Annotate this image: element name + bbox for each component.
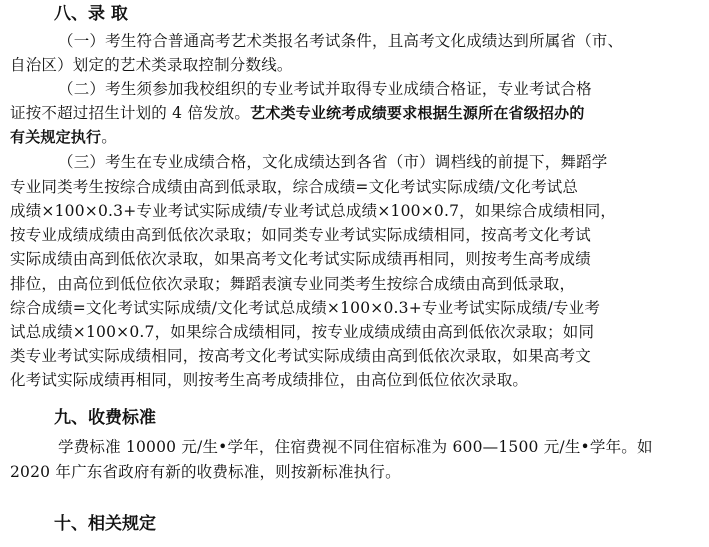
paragraph-2-bold-text: 艺术类专业统考成绩要求根据生源所在省级招办的 <box>250 104 585 122</box>
paragraph-3-line-3: 成绩×100×0.3+专业考试实际成绩/专业考试总成绩×100×0.7，如果综合成绩相同， <box>10 202 617 220</box>
section-heading-regulations: 十、相关规定 <box>54 514 156 534</box>
paragraph-3-line-8: 试总成绩×100×0.7，如果综合成绩相同，按专业成绩成绩由高到低依次录取；如同 <box>10 323 595 341</box>
fees-line-2: 2020 年广东省政府有新的收费标准，则按新标准执行。 <box>10 463 401 481</box>
paragraph-2-line-3-end: 。 <box>101 128 117 146</box>
paragraph-2-line-2-normal: 证按不超过招生计划的 4 倍发放。 <box>10 104 251 122</box>
paragraph-1-line-1: （一）考生符合普通高考艺术类报名考试条件，且高考文化成绩达到所属省（市、 <box>58 32 624 50</box>
paragraph-2-line-3 <box>10 126 117 148</box>
fees-line-1: 学费标准 10000 元/生•学年，住宿费视不同住宿标准为 600—1500 元/生•学年。如 <box>58 438 653 456</box>
paragraph-3-line-10: 化考试实际成绩再相同，则按考生高考成绩排位，由高位到低位依次录取。 <box>10 371 529 389</box>
paragraph-3-line-2: 专业同类考生按综合成绩由高到低录取，综合成绩=文化考试实际成绩/文化考试总 <box>10 178 579 196</box>
paragraph-1-line-2: 自治区）划定的艺术类录取控制分数线。 <box>10 56 293 74</box>
paragraph-3-line-1: （三）考生在专业成绩合格，文化成绩达到各省（市）调档线的前提下，舞蹈学 <box>58 153 608 171</box>
section-heading-fees: 九、收费标准 <box>54 408 156 428</box>
paragraph-2-bold-text-end: 有关规定执行 <box>10 128 102 146</box>
paragraph-3-line-4: 按专业成绩成绩由高到低依次录取；如同类专业考试实际成绩相同，按高考文化考试 <box>10 226 591 244</box>
paragraph-3-line-9: 类专业考试实际成绩相同，按高考文化考试实际成绩由高到低依次录取，如果高考文 <box>10 347 591 365</box>
paragraph-3-line-5: 实际成绩由高到低依次录取，如果高考文化考试实际成绩再相同，则按考生高考成绩 <box>10 250 591 268</box>
paragraph-2-line-1: （二）考生须参加我校组织的专业考试并取得专业成绩合格证，专业考试合格 <box>58 80 592 98</box>
paragraph-3-line-7: 综合成绩=文化考试实际成绩/文化考试总成绩×100×0.3+专业考试实际成绩/专业考 <box>10 299 601 317</box>
paragraph-3-line-6: 排位，由高位到低位依次录取；舞蹈表演专业同类考生按综合成绩由高到低录取， <box>10 275 576 293</box>
section-heading-admission: 八、录 取 <box>54 4 128 24</box>
paragraph-2-line-2 <box>10 102 585 124</box>
